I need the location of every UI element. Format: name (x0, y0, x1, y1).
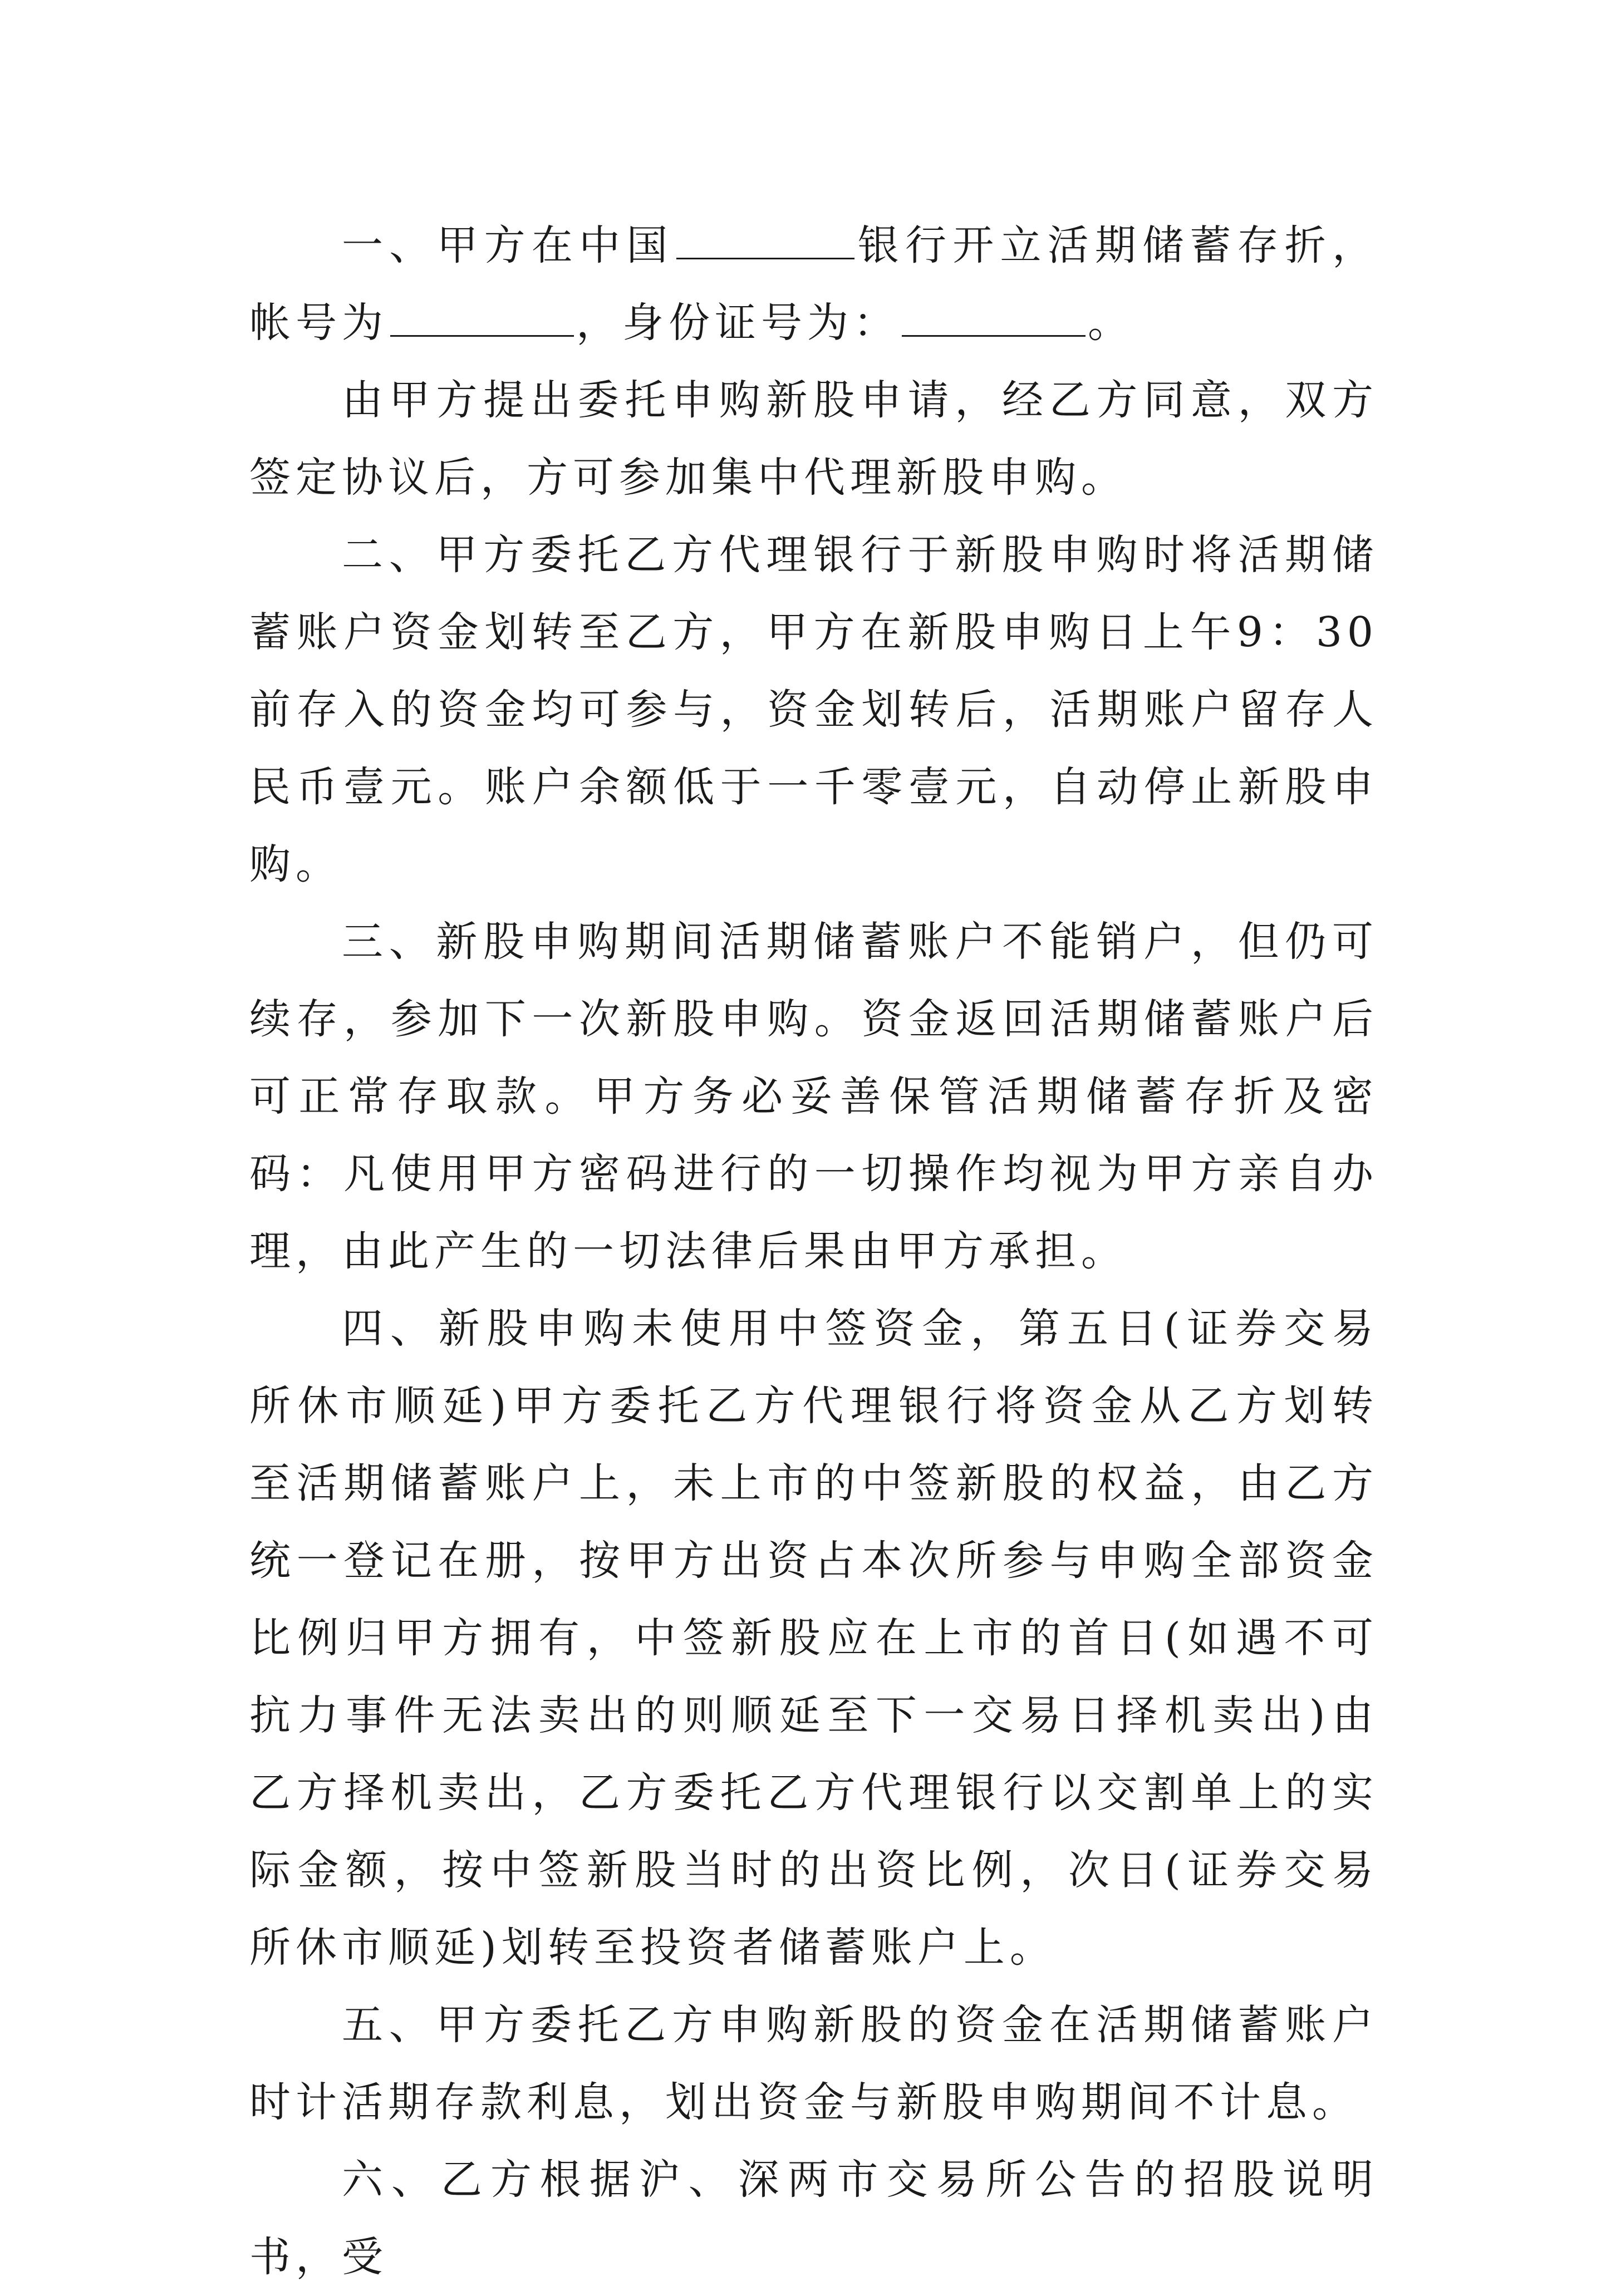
document-body (249, 207, 1378, 2296)
clause-5: 五、甲方委托乙方申购新股的资金在活期储蓄账户时计活期存款利息，划出资金与新股申购期间不计息。 (249, 2001, 1378, 2126)
clause-1-text-b: 银行开立活期储蓄存折，帐号为 (249, 222, 1379, 347)
id-number-blank (902, 303, 1086, 337)
account-number-blank (390, 303, 574, 337)
clause-1-text-d: 。 (1088, 299, 1134, 347)
clause-2: 二、甲方委托乙方代理银行于新股申购时将活期储蓄账户资金划转至乙方，甲方在新股申购日上午9：30前存入的资金均可参与，资金划转后，活期账户留存人民币壹元。账户余额低于一千零壹元，自动停止新股申购。 (249, 531, 1378, 888)
clause-6: 六、乙方根据沪、深两市交易所公告的招股说明书，受 (249, 2156, 1378, 2281)
clause-1-note: 由甲方提出委托申购新股申请，经乙方同意，双方签定协议后，方可参加集中代理新股申购。 (249, 376, 1378, 502)
clause-1 (249, 207, 1378, 362)
clause-4: 四、新股申购未使用中签资金，第五日(证券交易所休市顺延)甲方委托乙方代理银行将资金从乙方划转至活期储蓄账户上，未上市的中签新股的权益，由乙方统一登记在册，按甲方出资占本次所参与申购全部资金比例归甲方拥有，中签新股应在上市的首日(如遇不可抗力事件无法卖出的则顺延至下一交易日择机卖出)由乙方择机卖出，乙方委托乙方代理银行以交割单上的实际金额，按中签新股当时的出资比例，次日(证券交易所休市顺延)划转至投资者储蓄账户上。 (249, 1305, 1378, 1971)
clause-1-text-c: ，身份证号为： (576, 299, 900, 347)
clause-3: 三、新股申购期间活期储蓄账户不能销户，但仍可续存，参加下一次新股申购。资金返回活期储蓄账户后可正常存取款。甲方务必妥善保管活期储蓄存折及密码：凡使用甲方密码进行的一切操作均视为甲方亲自办理，由此产生的一切法律后果由甲方承担。 (249, 918, 1378, 1275)
bank-name-blank (676, 225, 854, 259)
clause-1-text-a: 一、甲方在中国 (342, 222, 674, 269)
